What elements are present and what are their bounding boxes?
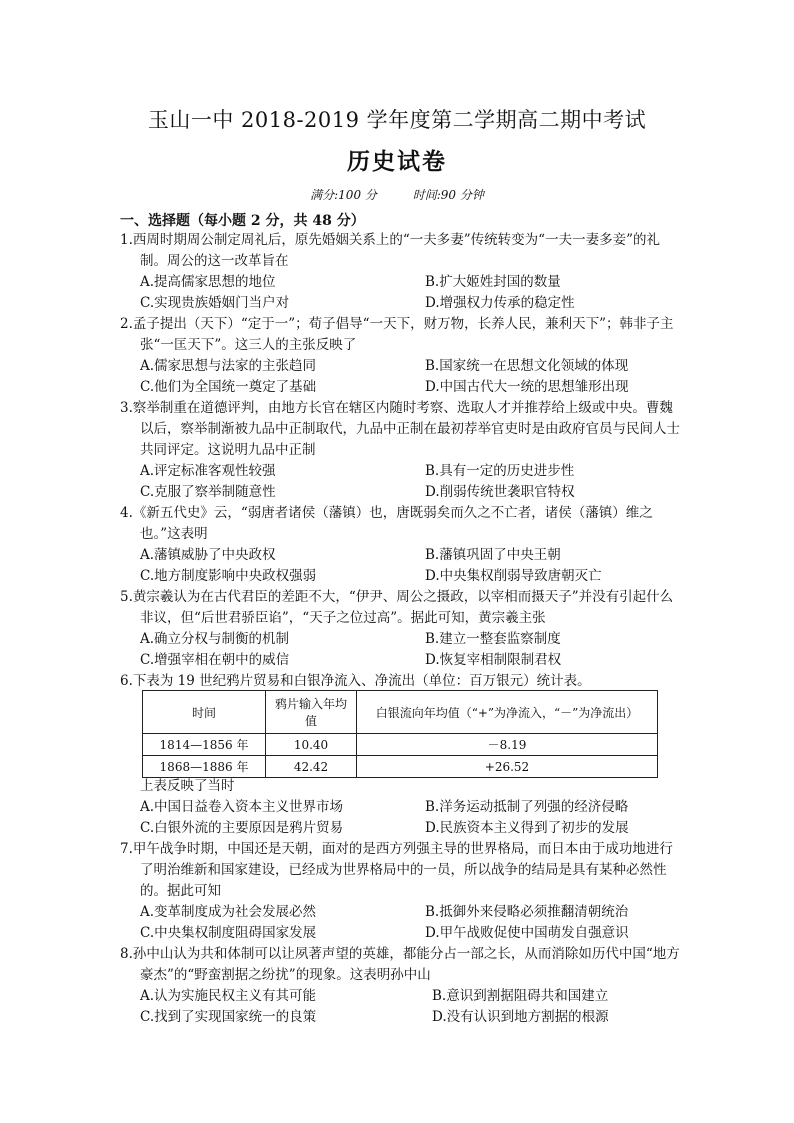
- option-a: A.中国日益卷入资本主义世界市场: [140, 799, 344, 815]
- question-4: [120, 503, 680, 587]
- question-stem: 1.西周时期周公制定周礼后，原先婚姻关系上的“一夫多妻”传统转变为“一夫一妻多妾”的礼制。周公的这一改革旨在: [120, 232, 660, 269]
- table-cell: 1814—1856 年: [143, 734, 266, 756]
- question-stem: 6.下表为 19 世纪鸦片贸易和白银净流入、净流出（单位：百万银元）统计表。: [120, 673, 591, 689]
- option-d: D.中国古代大一统的思想雏形出现: [425, 379, 629, 395]
- option-b: B.扩大姬姓封国的数量: [425, 274, 561, 290]
- option-a: A.变革制度成为社会发展必然: [140, 904, 317, 920]
- question-7: [120, 839, 680, 944]
- option-b: B.意识到割据阻碍共和国建立: [432, 988, 609, 1004]
- question-5: [120, 587, 680, 671]
- question-3: [120, 398, 680, 503]
- option-b: B.抵御外来侵略必须推翻清朝统治: [425, 904, 629, 920]
- table-header-cell: 时间: [143, 691, 266, 734]
- question-stem: 3.察举制重在道德评判，由地方长官在辖区内随时考察、选取人才并推荐给上级或中央。曹魏以后，察举制渐被九品中正制取代，九品中正制在最初荐举官吏时是由政府官员与民间人士共同评定。这说明九品中正制: [120, 400, 680, 458]
- question-stem: 4.《新五代史》云，“弱唐者诸侯（藩镇）也，唐既弱矣而久之不亡者，诸侯（藩镇）维之也。”这表明: [120, 505, 653, 542]
- table-row: [143, 734, 658, 756]
- option-d: D.增强权力传承的稳定性: [425, 295, 575, 311]
- table-header-cell: 白银流向年均值（“+”为净流入，“－”为净流出）: [357, 691, 658, 734]
- option-b: B.洋务运动抵制了列强的经济侵略: [425, 799, 629, 815]
- table-cell: +26.52: [357, 756, 658, 778]
- exam-duration: 时间:90 分钟: [412, 188, 484, 202]
- question-stem: 8.孙中山认为共和体制可以让夙著声望的英雄，都能分占一部之长，从而消除如历代中国“地方豪杰”的“野蛮割据之纷扰”的现象。这表明孙中山: [120, 946, 680, 983]
- option-b: B.藩镇巩固了中央王朝: [425, 547, 561, 563]
- option-b: B.国家统一在思想文化领域的体现: [425, 358, 629, 374]
- option-c: C.增强宰相在朝中的威信: [140, 652, 290, 668]
- exam-title: 玉山一中 2018-2019 学年度第二学期高二期中考试: [147, 108, 647, 132]
- option-c: C.地方制度影响中央政权强弱: [140, 568, 317, 584]
- option-c: C.找到了实现国家统一的良策: [140, 1009, 317, 1025]
- question-6: [120, 671, 680, 692]
- question-stem: 上表反映了当时: [140, 778, 235, 794]
- question-8: [120, 944, 680, 1028]
- question-stem: 7.甲午战争时期，中国还是天朝，面对的是西方列强主导的世界格局，而日本由于成功地进行了明治维新和国家建设，已经成为世界格局中的一员，所以战争的结局是具有某种必然性的。据此可知: [120, 841, 673, 899]
- option-a: A.确立分权与制衡的机制: [140, 631, 290, 647]
- exam-meta: [0, 186, 794, 203]
- option-c: C.他们为全国统一奠定了基础: [140, 379, 317, 395]
- exam-subject: 历史试卷: [347, 148, 447, 175]
- table-cell: 42.42: [266, 756, 357, 778]
- question-1: [120, 230, 680, 314]
- table-cell: 10.40: [266, 734, 357, 756]
- option-a: A.认为实施民权主义有其可能: [140, 988, 317, 1004]
- opium-silver-table: [142, 690, 658, 778]
- question-stem: 5.黄宗羲认为在古代君臣的差距不大，“伊尹、周公之摄政，以宰相而摄天子”并没有引起什么非议，但“后世君骄臣谄”，“天子之位过高”。据此可知，黄宗羲主张: [120, 589, 674, 626]
- option-d: D.中央集权削弱导致唐朝灭亡: [425, 568, 602, 584]
- option-d: D.削弱传统世袭职官特权: [425, 484, 575, 500]
- option-c: C.实现贵族婚姻门当户对: [140, 295, 290, 311]
- table-row: [143, 756, 658, 778]
- question-2: [120, 314, 680, 398]
- option-a: A.儒家思想与法家的主张趋同: [140, 358, 317, 374]
- option-c: C.克服了察举制随意性: [140, 484, 276, 500]
- option-c: C.白银外流的主要原因是鸦片贸易: [140, 820, 344, 836]
- table-header-cell: 鸦片输入年均值: [266, 691, 357, 734]
- option-a: A.评定标准客观性较强: [140, 463, 276, 479]
- table-cell: 1868—1886 年: [143, 756, 266, 778]
- section-heading: 一、选择题（每小题 2 分，共 48 分）: [120, 213, 365, 229]
- table-header-row: [143, 691, 658, 734]
- option-d: D.没有认识到地方割据的根源: [432, 1009, 609, 1025]
- option-d: D.甲午战败促使中国萌发自强意识: [425, 925, 629, 941]
- option-b: B.具有一定的历史进步性: [425, 463, 575, 479]
- option-d: D.民族资本主义得到了初步的发展: [425, 820, 629, 836]
- option-a: A.提高儒家思想的地位: [140, 274, 276, 290]
- option-d: D.恢复宰相制限制君权: [425, 652, 562, 668]
- full-score: 满分:100 分: [310, 188, 377, 202]
- option-c: C.中央集权制度阻碍国家发展: [140, 925, 317, 941]
- table-cell: －8.19: [357, 734, 658, 756]
- question-6-options: [120, 776, 680, 839]
- option-b: B.建立一整套监察制度: [425, 631, 561, 647]
- question-stem: 2.孟子提出（天下）“定于一”；荀子倡导“一天下，财万物，长养人民，兼利天下”；韩非子主张“一匡天下”。这三人的主张反映了: [120, 316, 674, 353]
- option-a: A.藩镇威胁了中央政权: [140, 547, 276, 563]
